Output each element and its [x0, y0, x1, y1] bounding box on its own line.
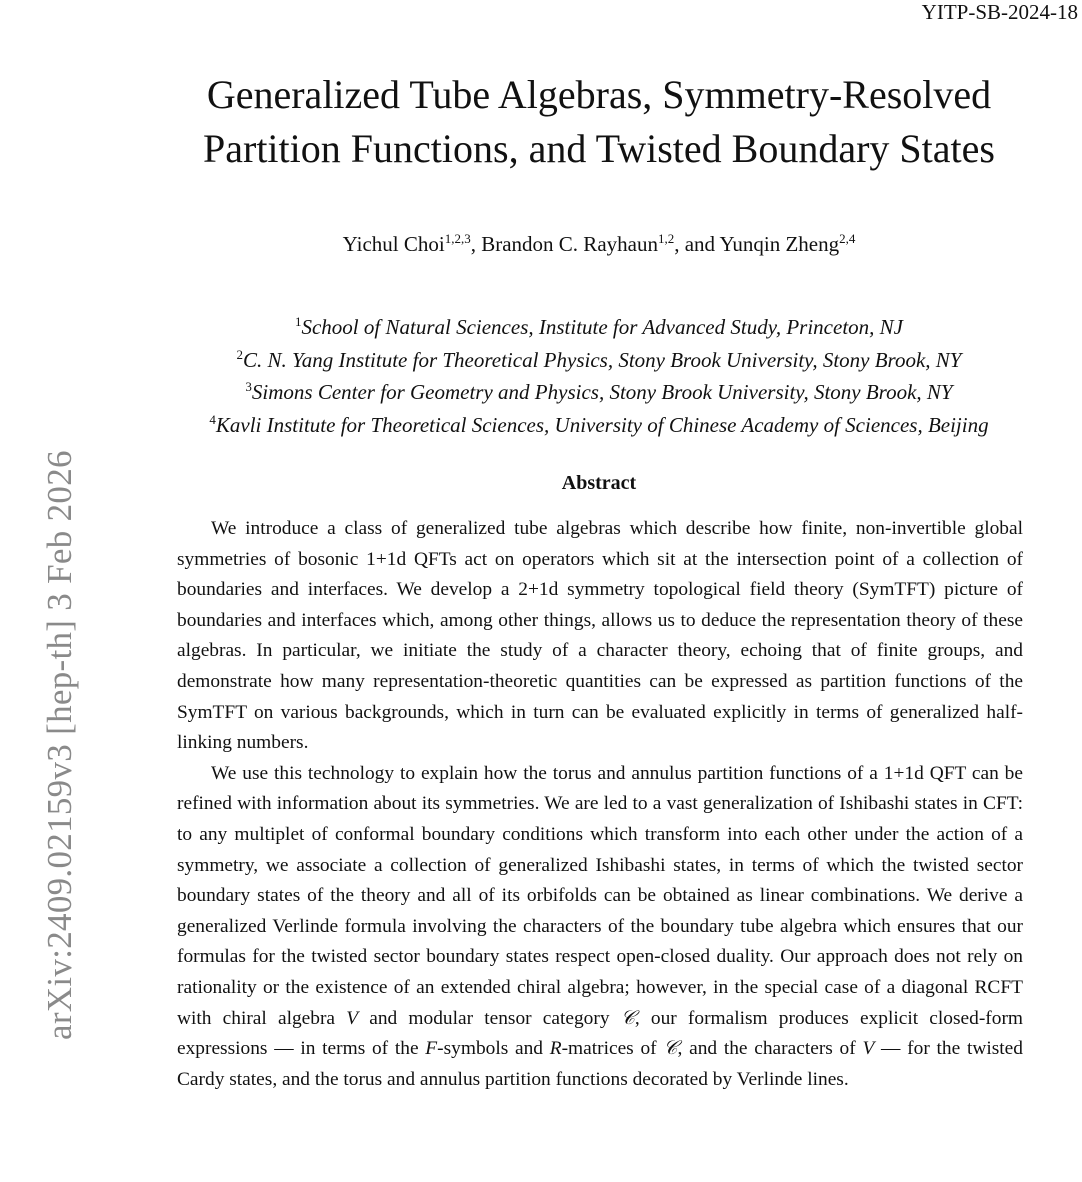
abstract-text: We use this technology to explain how the torus and annulus partition functions of a 1+1d QFT can be refined with information about its symmetries. We are led to a vast generalization of Ishibashi states in CFT: to any multiplet of conformal boundary conditions which transform into each other under the action of a symmetry, we associate a collection of generalized Ishibashi states, in terms of which the twisted sector boundary states of the theory and all of its orbifolds can be obtained as linear combinations. We derive a generalized Verlinde formula involving the characters of the boundary tube algebra which ensures that our formulas for the twisted sector boundary states respect open-closed duality. Our approach does not rely on rationality or the existence of an extended chiral algebra; however, in the special case of a diagonal RCFT with chiral algebra	[177, 762, 1023, 1029]
affiliation-number: 1	[294, 314, 302, 329]
author-separator: ,	[470, 232, 482, 256]
author-affiliation-marker: 1,2,3	[444, 231, 471, 246]
affiliation-line	[120, 409, 1078, 442]
author-affiliation-marker: 1,2	[657, 231, 675, 246]
abstract-paragraph-2	[177, 759, 1023, 1096]
author-separator: , and	[674, 232, 720, 256]
math-symbol-v: V	[346, 1007, 359, 1029]
affiliation-number: 4	[209, 411, 216, 427]
affiliation-text: Kavli Institute for Theoretical Sciences, University of Chinese Academy of Sciences, Beijing	[215, 412, 989, 437]
abstract-text: — for the twisted Cardy states, and the torus and annulus partition functions decorated by Verlinde lines.	[177, 1038, 1023, 1090]
affiliation-number: 3	[245, 379, 252, 394]
paper-title	[140, 68, 1058, 176]
affiliation-text: Simons Center for Geometry and Physics, Stony Brook University, Stony Brook, NY	[251, 380, 953, 404]
title-line-2: Partition Functions, and Twisted Boundary States	[203, 126, 995, 171]
math-symbol-f: F	[425, 1038, 438, 1060]
abstract-text: and modular tensor category	[358, 1007, 621, 1029]
author-name: Brandon C. Rayhaun	[481, 232, 658, 256]
affiliation-line	[120, 344, 1078, 377]
math-symbol-v: V	[862, 1038, 875, 1060]
report-number: YITP-SB-2024-18	[921, 0, 1078, 24]
arxiv-identifier-stamp: arXiv:2409.02159v3 [hep-th] 3 Feb 2026	[40, 450, 79, 1040]
title-line-1: Generalized Tube Algebras, Symmetry-Resolved	[206, 72, 992, 117]
author-affiliation-marker: 2,4	[839, 231, 856, 246]
abstract-text: , and the characters of	[677, 1038, 863, 1060]
math-symbol-r: R	[549, 1038, 562, 1060]
abstract-text: -matrices of	[561, 1038, 664, 1060]
affiliation-text: School of Natural Sciences, Institute for Advanced Study, Princeton, NJ	[301, 315, 903, 339]
abstract-heading: Abstract	[561, 472, 637, 494]
abstract-text: , our formalism produces explicit closed-form expressions — in terms of the	[177, 1007, 1023, 1060]
author-list	[140, 229, 1058, 259]
affiliation-text: C. N. Yang Institute for Theoretical Physics, Stony Brook University, Stony Brook, NY	[243, 347, 962, 372]
math-symbol-c: 𝒞	[620, 1007, 635, 1029]
abstract-paragraph-1: We introduce a class of generalized tube algebras which describe how finite, non-invertible global symmetries of bosonic 1+1d QFTs act on operators which sit at the intersection point of a collection of boundaries and interfaces. We develop a 2+1d symmetry topological field theory (SymTFT) picture of boundaries and interfaces which, among other things, allows us to deduce the representation theory of these algebras. In particular, we initiate the study of a character theory, echoing that of finite groups, and demonstrate how many representation-theoretic quantities can be expressed as partition functions of the SymTFT on various backgrounds, which in turn can be evaluated explicitly in terms of generalized half-linking numbers.	[177, 518, 1023, 754]
math-symbol-c: 𝒞	[663, 1038, 678, 1060]
abstract-text: -symbols and	[437, 1038, 550, 1060]
affiliation-line	[120, 311, 1078, 344]
affiliation-line	[120, 376, 1078, 409]
affiliation-number: 2	[236, 346, 244, 362]
author-name: Yunqin Zheng	[719, 232, 840, 256]
author-name: Yichul Choi	[342, 232, 445, 256]
abstract-body	[177, 514, 1023, 1095]
affiliation-list	[120, 311, 1078, 441]
